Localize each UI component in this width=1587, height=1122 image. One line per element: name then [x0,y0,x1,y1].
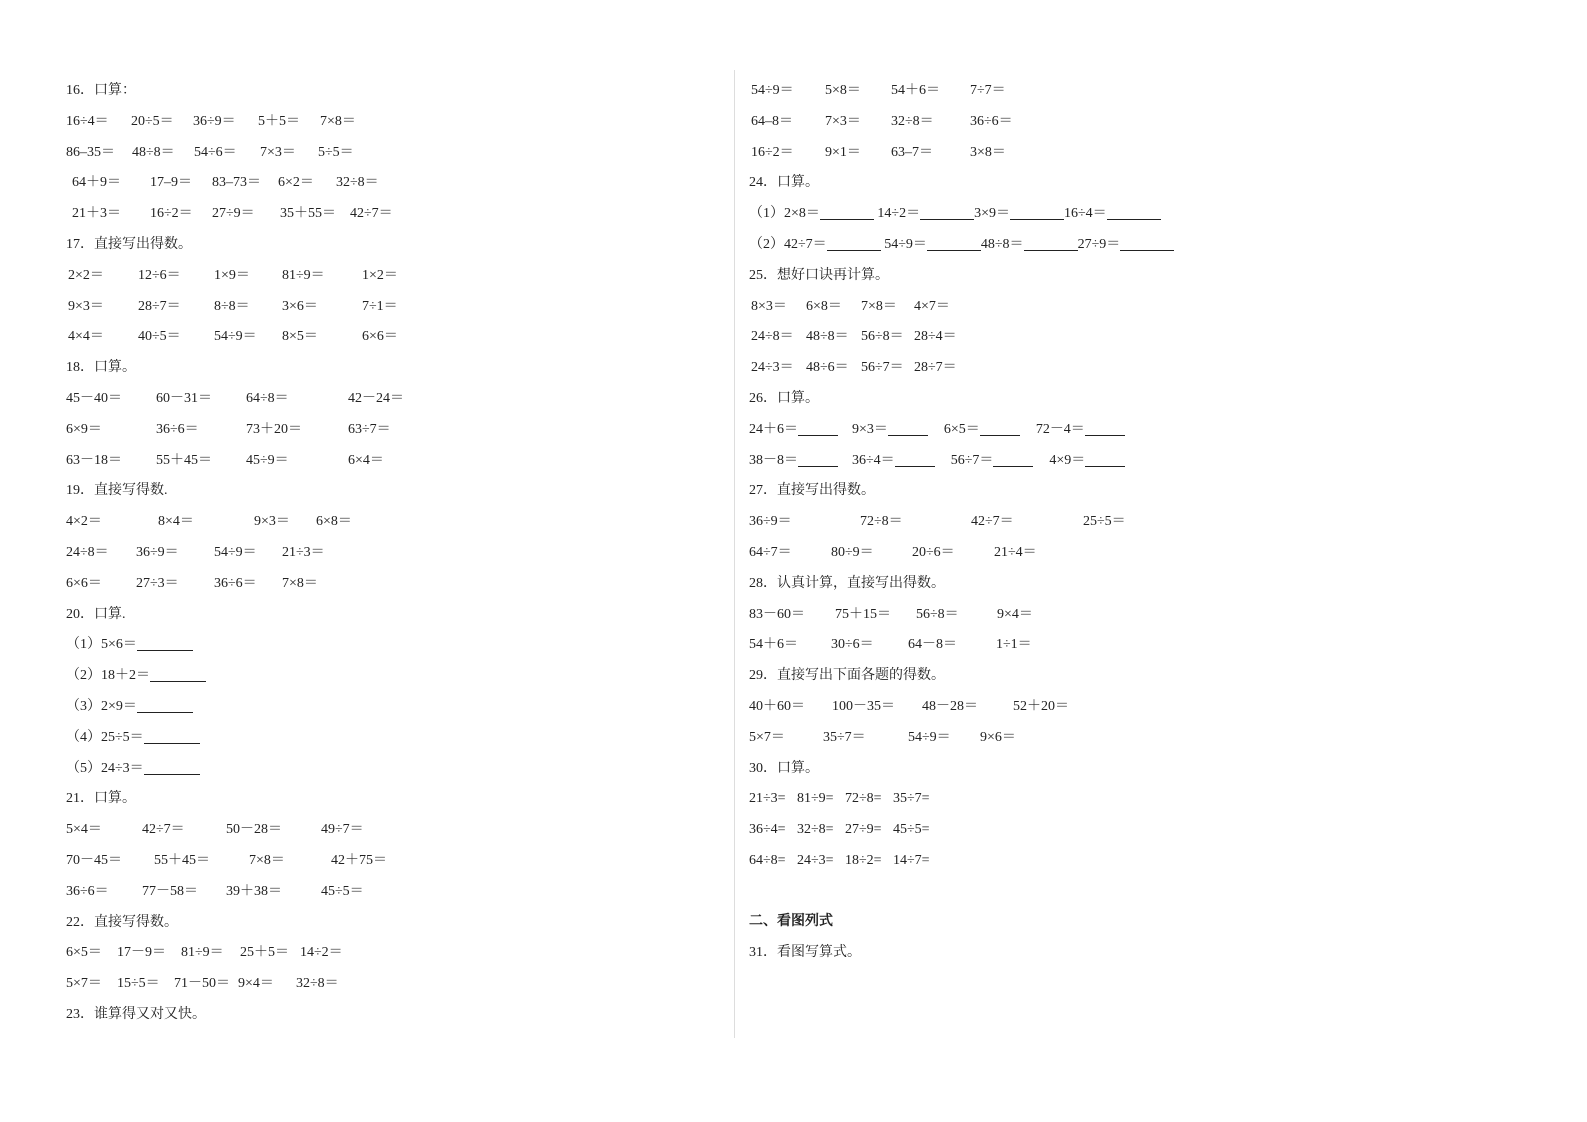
problem: 100－35＝ [832,698,895,714]
problem: 21÷4＝ [994,544,1037,560]
problem: 73＋20＝ [246,421,302,437]
problem: 17－9＝ [117,945,166,961]
problem: 25÷5＝ [1083,514,1126,530]
left-column [66,76,706,1031]
problem: 64–8＝ [751,113,793,129]
problem: 54＋6＝ [749,637,798,653]
problem: 35÷7＝ [823,729,866,745]
fill-in-item [66,754,706,785]
answer-blank[interactable] [820,205,874,220]
fill-in-row [749,230,1389,261]
fill-in-row [749,446,1389,477]
problem: 9×3＝ [68,298,104,314]
answer-blank[interactable] [920,205,974,220]
problem: （1）5×6＝ [66,637,137,653]
problem: 14÷2＝ [300,945,343,961]
problem-row [749,538,1389,569]
problem: 71－50＝ [174,976,230,992]
problem: 15÷5＝ [117,976,160,992]
problem: 27÷9= [845,822,882,838]
problem: 30÷6＝ [831,637,874,653]
problem: 32÷8＝ [891,113,934,129]
problem: 52＋20＝ [1013,698,1069,714]
problem: 6×6＝ [66,575,102,591]
problem: 7×3＝ [260,144,296,160]
q17-heading: 17．直接写出得数。 [66,236,192,252]
problem-row [66,261,706,292]
problem: 56÷7＝ [861,360,904,376]
problem: 8×5＝ [282,329,318,345]
problem: 6×6＝ [362,329,398,345]
problem: 16÷4＝ [1064,206,1107,222]
problem: 4×9＝ [1049,452,1086,468]
fill-in-item [66,692,706,723]
problem: 5×8＝ [825,83,861,98]
q24-heading: 24．口算。 [749,175,819,191]
problem-row [66,138,706,169]
problem: 54÷9＝ [751,83,794,98]
problem: （4）25÷5＝ [66,729,144,745]
problem: 48÷6＝ [806,360,849,376]
answer-blank[interactable] [980,421,1020,436]
problem: 42÷7＝ [350,206,393,222]
answer-blank[interactable] [137,698,193,713]
problem: 4×7＝ [914,298,950,314]
problem: 36÷6＝ [214,575,257,591]
problem: 55＋45＝ [156,452,212,468]
problem: 7×8＝ [249,852,285,868]
problem: 8÷8＝ [214,298,250,314]
problem: 3×8＝ [970,144,1006,160]
problem: 5×7＝ [66,976,102,992]
problem-row [66,538,706,569]
problem: 4×4＝ [68,329,104,345]
problem: （3）2×9＝ [66,698,137,714]
problem: 14÷2＝ [877,206,921,222]
problem: 14÷7= [893,852,930,868]
problem: 28÷7＝ [138,298,181,314]
problem: 9×6＝ [980,729,1016,745]
problem: 6×8＝ [316,514,352,530]
problem-row [749,815,1389,846]
problem: 48÷8＝ [806,329,849,345]
problem-row [749,692,1389,723]
problem: 81÷9= [797,791,834,807]
problem: 64÷8＝ [246,390,289,406]
problem: 3×9＝ [974,206,1010,222]
q18-heading: 18．口算。 [66,360,136,376]
problem-row [66,846,706,877]
problem-row [66,507,706,538]
problem: 8×3＝ [751,298,787,314]
answer-blank[interactable] [895,452,935,467]
problem: 16÷4＝ [66,113,109,129]
problem: 12÷6＝ [138,267,181,283]
problem: 16÷2＝ [150,206,193,222]
problem: 36÷4＝ [852,452,895,468]
problem-row [749,107,1389,138]
problem: 8×4＝ [158,514,194,530]
problem: 1×9＝ [214,267,250,283]
q31-heading: 31．看图写算式。 [749,944,861,960]
problem: 7×8＝ [282,575,318,591]
problem: 45÷5= [893,822,930,838]
problem: 56÷8＝ [916,606,959,622]
problem: 36÷4= [749,822,786,838]
problem: 63÷7＝ [348,421,391,437]
problem: 64＋9＝ [72,175,121,191]
problem: 32÷8＝ [336,175,379,191]
problem: 48÷8＝ [980,236,1024,252]
item-prefix: （1） [749,206,784,222]
problem: 42－24＝ [348,390,404,406]
q19-heading: 19．直接写得数. [66,483,168,499]
problem: 21÷3= [749,791,786,807]
item-prefix: （2） [749,236,784,252]
problem: 54÷9＝ [214,544,257,560]
answer-blank[interactable] [1085,452,1125,467]
problem: 70－45＝ [66,852,122,868]
problem: 24÷3＝ [751,360,794,376]
problem-row [66,815,706,846]
problem: 1×2＝ [362,267,398,283]
problem: 60－31＝ [156,390,212,406]
answer-blank[interactable] [888,421,928,436]
problem-row [749,138,1389,169]
problem: 24÷8＝ [66,544,109,560]
answer-blank[interactable] [1010,205,1064,220]
problem: 7÷7＝ [970,83,1006,98]
problem-row [66,446,706,477]
problem: 9×3＝ [254,514,290,530]
problem: 48÷8＝ [132,144,175,160]
problem: 6×8＝ [806,298,842,314]
problem: 54÷6＝ [194,144,237,160]
q30-heading: 30．口算。 [749,760,819,776]
problem: 45÷9＝ [246,452,289,468]
problem: 50－28＝ [226,822,282,838]
problem: 2×2＝ [68,267,104,283]
problem: 81÷9＝ [282,267,325,283]
answer-blank[interactable] [1120,236,1174,251]
q21-heading: 21．口算。 [66,791,136,807]
problem: 45－40＝ [66,390,122,406]
problem: 32÷8= [797,822,834,838]
problem: 9×4＝ [997,606,1033,622]
problem-row [66,168,706,199]
problem-row [749,76,1389,107]
answer-blank[interactable] [1107,205,1161,220]
problem: 64÷8= [749,852,786,868]
problem-row [66,938,706,969]
problem-row [749,353,1389,384]
problem-row [749,600,1389,631]
problem-row [749,507,1389,538]
q28-heading: 28．认真计算，直接写出得数。 [749,575,945,591]
fill-in-item [66,630,706,661]
problem: 55＋45＝ [154,852,210,868]
problem: 9×3＝ [852,421,888,437]
problem: 2×8＝ [784,206,820,222]
problem: 16÷2＝ [751,144,794,160]
problem: 27÷3＝ [136,575,179,591]
problem-row [749,846,1389,877]
q16-heading: 16．口算： [66,83,136,98]
problem: 72÷8= [845,791,882,807]
problem: 77－58＝ [142,883,198,899]
problem-row [66,877,706,908]
answer-blank[interactable] [927,236,981,251]
problem: 27÷9＝ [212,206,255,222]
answer-blank[interactable] [144,760,200,775]
problem: 6×4＝ [348,452,384,468]
problem: 7×8＝ [320,113,356,129]
problem: 24÷8＝ [751,329,794,345]
problem: 83–73＝ [212,175,261,191]
problem: 83－60＝ [749,606,805,622]
problem: 32÷8＝ [296,976,339,992]
problem: 54÷9＝ [884,236,927,252]
problem: 56÷8＝ [861,329,904,345]
answer-blank[interactable] [137,636,193,651]
problem-row [749,322,1389,353]
problem: 49÷7＝ [321,822,364,838]
problem: 27÷9＝ [1077,236,1121,252]
section-heading: 二、看图列式 [749,913,833,929]
problem: 42÷7＝ [142,822,185,838]
problem: 56÷7＝ [950,452,994,468]
problem: 24÷3= [797,852,834,868]
problem: 72÷8＝ [860,514,903,530]
problem-row [66,199,706,230]
problem: 40＋60＝ [749,698,805,714]
right-column [749,76,1389,968]
problem: 28÷4＝ [914,329,957,345]
problem-row [66,415,706,446]
problem: 17–9＝ [150,175,192,191]
problem: 42÷7＝ [971,514,1014,530]
problem: 36÷6＝ [66,883,109,899]
problem: 18÷2= [845,852,882,868]
answer-blank[interactable] [1024,236,1078,251]
problem: 6×5＝ [943,421,980,437]
problem: 7×8＝ [861,298,897,314]
problem: 24＋6＝ [749,421,798,437]
problem: 21＋3＝ [72,206,121,222]
answer-blank[interactable] [150,667,206,682]
problem: 54＋6＝ [891,83,940,98]
problem-row [749,292,1389,323]
problem: 36÷9＝ [749,514,792,530]
fill-in-row [749,199,1389,230]
problem: 64÷7＝ [749,544,792,560]
problem: 5＋5＝ [258,113,300,129]
q23-heading: 23．谁算得又对又快。 [66,1006,206,1022]
problem: 45÷5＝ [321,883,364,899]
problem: 25＋5＝ [240,945,289,961]
problem: 5÷5＝ [318,144,354,160]
problem: 54÷9＝ [214,329,257,345]
problem: 3×6＝ [282,298,318,314]
problem: 54÷9＝ [908,729,951,745]
problem: 5×4＝ [66,822,102,838]
problem: 39＋38＝ [226,883,282,899]
problem-row [749,784,1389,815]
problem: 20÷5＝ [131,113,174,129]
problem: 81÷9＝ [181,945,224,961]
problem: 5×7＝ [749,729,785,745]
answer-blank[interactable] [827,236,881,251]
section-gap [749,877,1389,907]
problem-row [66,322,706,353]
problem: 7÷1＝ [362,298,398,314]
problem: 64－8＝ [908,637,957,653]
column-divider [734,70,735,1038]
problem: 21÷3＝ [282,544,325,560]
fill-in-item [66,661,706,692]
q20-heading: 20．口算. [66,606,126,622]
problem: 7×3＝ [825,113,861,129]
problem: （5）24÷3＝ [66,760,144,776]
problem: 28÷7＝ [914,360,957,376]
answer-blank[interactable] [798,452,838,467]
problem: 80÷9＝ [831,544,874,560]
problem: 9×4＝ [238,976,274,992]
problem: 38－8＝ [749,452,798,468]
problem: （2）18＋2＝ [66,668,150,684]
problem: 36÷6＝ [156,421,199,437]
problem: 42＋75＝ [331,852,387,868]
q25-heading: 25．想好口诀再计算。 [749,267,889,283]
fill-in-item [66,723,706,754]
problem: 6×9＝ [66,421,102,437]
problem: 1÷1＝ [996,637,1032,653]
problem-row [66,292,706,323]
problem-row [66,969,706,1000]
problem: 9×1＝ [825,144,861,160]
problem: 36÷9＝ [193,113,236,129]
problem: 42÷7＝ [784,236,827,252]
problem: 20÷6＝ [912,544,955,560]
problem: 40÷5＝ [138,329,181,345]
problem: 75＋15＝ [835,606,891,622]
problem: 35＋55＝ [280,206,336,222]
problem: 48－28＝ [922,698,978,714]
answer-blank[interactable] [798,421,838,436]
problem: 6×2＝ [278,175,314,191]
problem-row [66,384,706,415]
problem-row [66,569,706,600]
q22-heading: 22．直接写得数。 [66,914,178,930]
problem: 36÷9＝ [136,544,179,560]
problem: 72－4＝ [1035,421,1085,437]
answer-blank[interactable] [144,729,200,744]
problem: 35÷7= [893,791,930,807]
q26-heading: 26．口算。 [749,390,819,406]
problem: 6×5＝ [66,945,102,961]
problem: 86–35＝ [66,144,115,160]
q29-heading: 29．直接写出下面各题的得数。 [749,668,945,684]
problem-row [749,630,1389,661]
answer-blank[interactable] [1085,421,1125,436]
problem: 63–7＝ [891,144,933,160]
problem: 36÷6＝ [970,113,1013,129]
problem-row [66,107,706,138]
problem: 4×2＝ [66,514,102,530]
q27-heading: 27．直接写出得数。 [749,483,875,499]
answer-blank[interactable] [993,452,1033,467]
problem-row [749,723,1389,754]
fill-in-row [749,415,1389,446]
problem: 63－18＝ [66,452,122,468]
